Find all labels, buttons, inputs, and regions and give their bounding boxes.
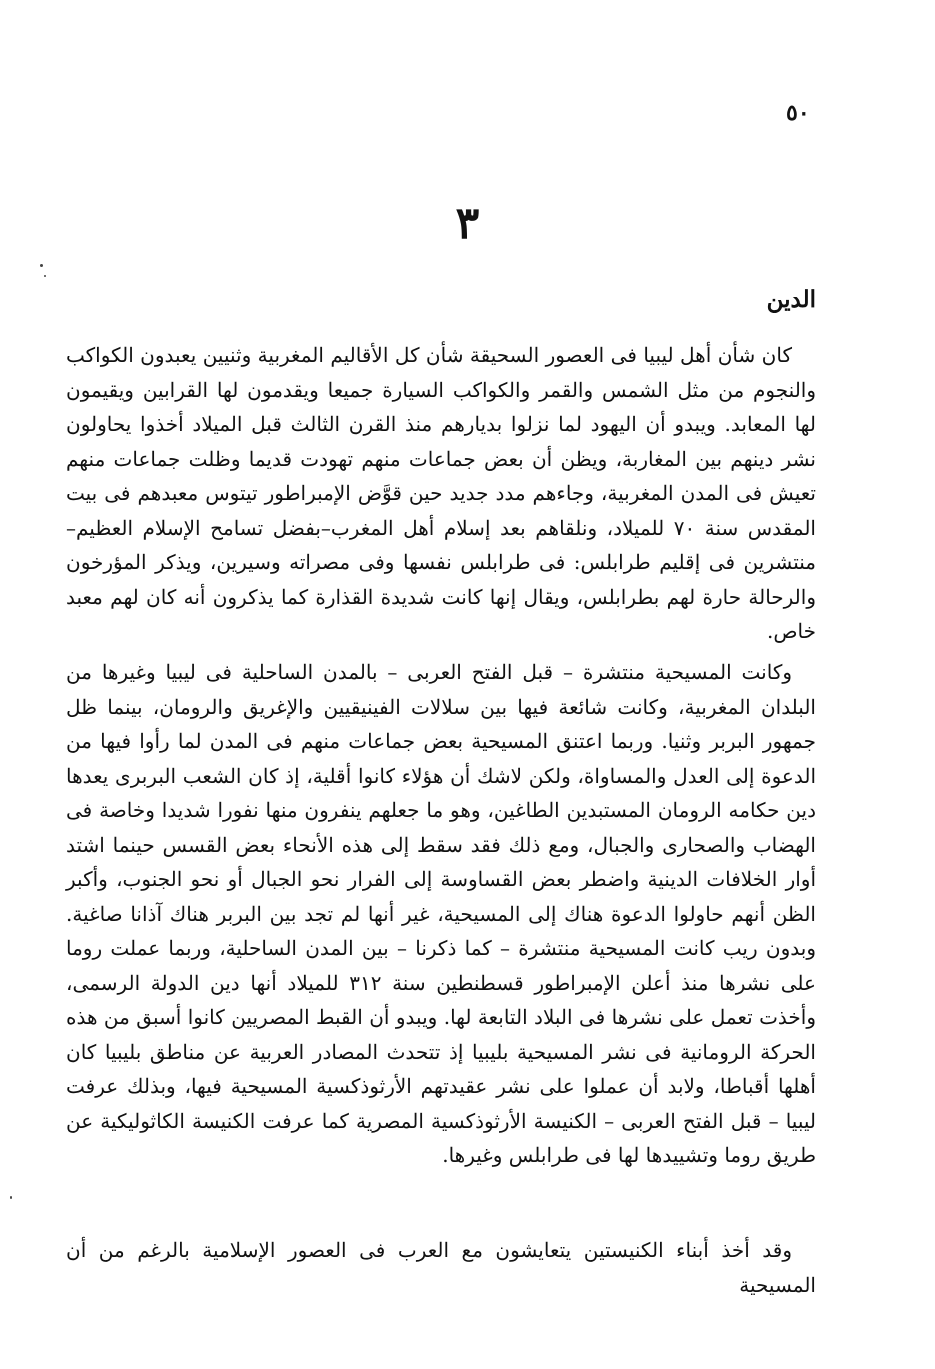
body-paragraph-3 — [66, 1233, 816, 1302]
chapter-number: ٣ — [455, 198, 480, 249]
scan-speck — [10, 1196, 12, 1199]
body-paragraph-2 — [66, 655, 816, 1173]
body-paragraph-1 — [66, 338, 816, 649]
page-number: ٥٠ — [786, 100, 810, 126]
paragraph-text: وقد أخذ أبناء الكنيستين يتعايشون مع العرب فى العصور الإسلامية بالرغم من أن المسيحية — [66, 1238, 816, 1297]
paragraph-text: وكانت المسيحية منتشرة – قبل الفتح العربى – بالمدن الساحلية فى ليبيا وغيرها من البلدان المغربية، وكانت شائعة فيها بين سلالات الفينيقيين والإغريق والرومان، بينما ظل جمهور البربر وثنيا. وربما اعتنق المسيحية بعض جماعات منهم فى المدن لما رأوا فيها من الدعوة إلى العدل والمساواة، ولكن لاشك أن هؤلاء كانوا أقلية، إذ كان الشعب البربرى يعدها دين حكامه الرومان المستبدين الطاغين، وهو ما جعلهم ينفرون منها نفورا شديدا وخاصة فى الهضاب والصحارى والجبال، ومع ذلك فقد سقط إلى هذه الأنحاء بعض القسس حينما اشتد أوار الخلافات الدينية واضطر بعض القساوسة إلى الفرار نحو الجبال أو نحو الجنوب، وأكبر الظن أنهم حاولوا الدعوة هناك إلى المسيحية، غير أنها لم تجد بين البربر هناك آذانا صاغية. وبدون ريب كانت المسيحية منتشرة – كما ذكرنا – بين المدن الساحلية، وربما عملت روما على نشرها منذ أعلن الإمبراطور قسطنطين سنة ٣١٢ للميلاد أنها دين الدولة الرسمى، وأخذت تعمل على نشرها فى البلاد التابعة لها. ويبدو أن القبط المصريين كانوا أسبق من هذه الحركة الرومانية فى نشر المسيحية بليبيا إذ تتحدث المصادر العربية عن مناطق بليبيا كان أهلها أقباطا، ولابد أن عملوا على نشر عقيدتهم الأرثوذكسية المسيحية فيها، وبذلك عرفت ليبيا – قبل الفتح العربى – الكنيسة الأرثوذكسية المصرية كما عرفت الكنيسة الكاثوليكية عن طريق روما وتشييدها لها فى طرابلس وغيرها. — [66, 660, 816, 1167]
paragraph-text: كان شأن أهل ليبيا فى العصور السحيقة شأن كل الأقاليم المغربية وثنيين يعبدون الكواكب والنجوم من مثل الشمس والقمر والكواكب السيارة جميعا ويقدمون لها القرابين ويقيمون لها المعابد. ويبدو أن اليهود لما نزلوا بديارهم منذ القرن الثالث قبل الميلاد أخذوا يحاولون نشر دينهم بين المغاربة، ويظن أن بعض جماعات منهم تهودت قديما وظلت جماعات منهم تعيش فى المدن المغربية، وجاءهم مدد جديد حين قوَّض الإمبراطور تيتوس معبدهم فى بيت المقدس سنة ٧٠ للميلاد، ونلقاهم بعد إسلام أهل المغرب–بفضل تسامح الإسلام العظيم–منتشرين فى إقليم طرابلس: فى طرابلس نفسها وفى مصراته وسيرين، ويذكر المؤرخون والرحالة حارة لهم بطرابلس، ويقال إنها كانت شديدة القذارة كما يذكرون أنه كان لهم معبد خاص. — [66, 343, 816, 643]
scan-speck — [44, 275, 46, 277]
scan-speck — [40, 264, 43, 267]
section-title: الدين — [766, 286, 816, 313]
